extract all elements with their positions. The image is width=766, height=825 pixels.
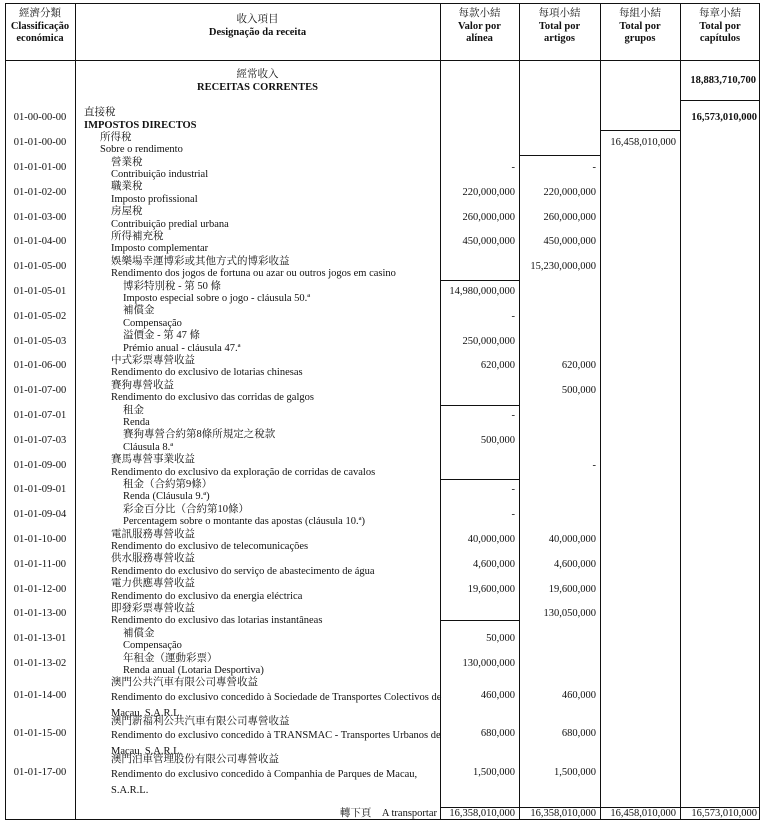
designation-pt: Prémio anual - cláusula 47.ª (123, 342, 241, 354)
header-pt: Total por (619, 20, 661, 32)
classification-code: 01-01-17-00 (13, 766, 67, 778)
designation-pt: Compensação (123, 640, 182, 652)
designation-pt: Contribuição industrial (111, 169, 209, 181)
header-pt: económica (16, 33, 64, 44)
classification-code: 01-01-09-00 (13, 459, 67, 471)
total-por-artigo: 1,500,000 (554, 766, 596, 778)
designation-pt: Rendimento do exclusivo das lotarias instantâneas (111, 615, 323, 627)
carry-forward-zh: 轉下頁 (339, 808, 372, 819)
designation (111, 231, 208, 256)
table-row (5, 528, 760, 553)
total-por-artigo: 680,000 (561, 728, 596, 740)
header-pt: capítulos (699, 33, 741, 44)
designation (123, 479, 212, 504)
designation-pt: Rendimento do exclusivo concedido à Sociedade de Transportes Colectivos de (111, 691, 442, 703)
header-alinea (440, 8, 519, 46)
designation-zh: 彩金百分比（合約第10條） (123, 503, 249, 515)
header-artigos (519, 8, 600, 46)
header-zh: 每章小結 (699, 8, 741, 19)
designation-pt: Rendimento do exclusivo das corridas de galgos (111, 392, 314, 404)
valor-por-alinea: - (511, 484, 515, 496)
total-por-artigo: 260,000,000 (543, 211, 596, 223)
designation-pt: IMPOSTOS DIRECTOS (84, 119, 197, 131)
table-row (5, 379, 760, 404)
header-designacao (75, 14, 440, 39)
classification-code: 01-01-09-01 (13, 484, 67, 496)
table-row (5, 180, 760, 205)
designation (123, 405, 150, 430)
designation (123, 281, 310, 306)
designation-zh: 賽狗專營合約第8條所規定之稅款 (123, 429, 276, 441)
total-por-artigo: 220,000,000 (543, 186, 596, 198)
table-row (5, 552, 760, 577)
table-row (5, 577, 760, 602)
classification-code: 01-01-00-00 (13, 137, 67, 149)
table-row (5, 304, 760, 329)
table-row (5, 404, 760, 429)
valor-por-alinea: 19,600,000 (467, 583, 515, 595)
designation-zh: 澳門泊車管理股份有限公司專營收益 (111, 754, 279, 766)
designation-zh: 電訊服務專營收益 (111, 528, 195, 540)
designation (123, 628, 182, 653)
classification-code: 01-01-05-02 (13, 310, 67, 322)
designation-pt: Sobre o rendimento (100, 144, 183, 156)
header-divider (5, 60, 760, 61)
table-row (5, 478, 760, 503)
header-classificacao (5, 8, 75, 46)
classification-code: 01-01-15-00 (13, 728, 67, 740)
header-zh: 每款小結 (458, 8, 501, 19)
designation-pt: Rendimento do exclusivo de lotarias chinesas (111, 367, 303, 379)
designation-pt: Imposto profissional (111, 193, 198, 205)
classification-code: 01-01-05-03 (13, 335, 67, 347)
designation-zh: 補償金 (123, 305, 155, 317)
classification-code: 01-00-00-00 (13, 112, 67, 124)
valor-por-alinea: - (511, 509, 515, 521)
valor-por-alinea: 220,000,000 (462, 186, 515, 198)
classification-code: 01-01-11-00 (13, 558, 67, 570)
total-por-grupo: 16,458,010,000 (610, 137, 676, 149)
header-pt: artigos (544, 33, 575, 44)
designation-zh: 供水服務專營收益 (111, 553, 195, 565)
classification-code: 01-01-09-04 (13, 509, 67, 521)
valor-por-alinea: 260,000,000 (462, 211, 515, 223)
designation-pt: Macau, S.A.R.L. (111, 746, 183, 758)
designation-zh: 娛樂場幸運博彩或其他方式的博彩收益 (111, 255, 290, 267)
table-body (5, 106, 760, 796)
valor-por-alinea: 4,600,000 (473, 558, 515, 570)
table-row (5, 280, 760, 305)
table-row (5, 329, 760, 354)
designation (111, 256, 396, 281)
designation (111, 355, 303, 380)
header-pt: Designação da receita (208, 26, 307, 38)
header-pt: alínea (466, 33, 493, 44)
designation-zh: 直接稅 (84, 107, 116, 118)
total-por-artigo: 500,000 (561, 385, 596, 397)
valor-por-alinea: 500,000 (480, 434, 515, 446)
classification-code: 01-01-07-01 (13, 409, 67, 421)
designation (111, 603, 322, 628)
designation-zh: 補償金 (123, 627, 155, 639)
designation-pt: Renda (Cláusula 9.ª) (123, 491, 210, 503)
table-row (5, 205, 760, 230)
total-por-capitulo: 16,573,010,000 (691, 112, 757, 124)
designation (111, 206, 229, 231)
table-row (5, 255, 760, 280)
designation-pt: Rendimento do exclusivo da exploração de corridas de cavalos (111, 466, 376, 478)
table-row (5, 652, 760, 677)
header-pt: Classificação (10, 20, 70, 32)
designation-pt: Rendimento do exclusivo de telecomunicações (111, 541, 309, 553)
designation-zh: 電力供應專營收益 (111, 578, 195, 590)
designation-pt: Cláusula 8.ª (123, 441, 174, 453)
designation (111, 380, 314, 405)
table-row (5, 106, 760, 131)
total-por-artigo: - (592, 161, 596, 173)
table-row (5, 156, 760, 181)
valor-por-alinea: 680,000 (480, 728, 515, 740)
valor-por-alinea: 450,000,000 (462, 236, 515, 248)
header-zh: 經濟分類 (19, 8, 61, 19)
total-por-artigo: 19,600,000 (548, 583, 596, 595)
header-pt: Total por (699, 20, 741, 32)
designation-pt: Renda anual (Lotaria Desportiva) (123, 665, 264, 677)
designation-zh: 賽馬專營事業收益 (111, 454, 195, 466)
designation (111, 553, 375, 578)
designation-zh: 溢價金 - 第 47 條 (123, 330, 200, 342)
section-title-pt: RECEITAS CORRENTES (197, 81, 318, 93)
table-row (5, 453, 760, 478)
designation-pt: Rendimento do exclusivo concedido à Companhia de Parques de Macau, (111, 768, 418, 780)
classification-code: 01-01-07-03 (13, 434, 67, 446)
classification-code: 01-01-14-00 (13, 689, 67, 701)
designation-zh: 職業稅 (111, 181, 143, 193)
classification-code: 01-01-05-00 (13, 261, 67, 273)
classification-code: 01-01-01-00 (13, 161, 67, 173)
table-row (5, 354, 760, 379)
header-capitulos (680, 8, 760, 46)
valor-por-alinea: 1,500,000 (473, 766, 515, 778)
valor-por-alinea: 40,000,000 (467, 533, 515, 545)
valor-por-alinea: 14,980,000,000 (449, 285, 515, 297)
valor-por-alinea: 250,000,000 (462, 335, 515, 347)
designation (123, 504, 365, 529)
classification-code: 01-01-12-00 (13, 583, 67, 595)
designation-zh: 所得補充稅 (111, 230, 164, 242)
classification-code: 01-01-04-00 (13, 236, 67, 248)
box-line (680, 100, 760, 101)
valor-por-alinea: - (511, 310, 515, 322)
valor-por-alinea: 460,000 (480, 689, 515, 701)
table-row (5, 503, 760, 528)
designation-pt: Rendimento dos jogos de fortuna ou azar ou outros jogos em casino (111, 268, 396, 280)
valor-por-alinea: 620,000 (480, 360, 515, 372)
total-por-artigo: 130,050,000 (543, 608, 596, 620)
designation-pt: Imposto especial sobre o jogo - cláusula 50.ª (123, 293, 311, 305)
designation-pt: Percentagem sobre o montante das apostas (cláusula 10.ª) (123, 516, 365, 528)
designation-zh: 營業稅 (111, 156, 143, 168)
total-por-artigo: 4,600,000 (554, 558, 596, 570)
header-pt: Valor por (458, 20, 501, 32)
header-zh: 每項小結 (538, 8, 581, 19)
designation-pt: Imposto complementar (111, 243, 209, 255)
total-por-artigo: 450,000,000 (543, 236, 596, 248)
table-row (5, 753, 760, 796)
designation-pt: Renda (123, 417, 150, 429)
designation-pt: Rendimento do exclusivo concedido à TRANSMAC - Transportes Urbanos de (111, 730, 441, 742)
valor-por-alinea: - (511, 161, 515, 173)
classification-code: 01-01-06-00 (13, 360, 67, 372)
designation-zh: 年租金（運動彩票） (123, 652, 218, 664)
header-zh: 收入項目 (236, 14, 279, 25)
table-row (5, 627, 760, 652)
classification-code: 01-01-03-00 (13, 211, 67, 223)
header-zh: 每組小結 (619, 8, 661, 19)
designation-zh: 租金 (123, 404, 144, 416)
classification-code: 01-01-13-02 (13, 657, 67, 669)
designation-zh: 賽狗專營收益 (111, 379, 174, 391)
carry-forward-pt: A transportar (381, 808, 437, 819)
designation-pt: Macau, S.A.R.L. (111, 707, 183, 719)
header-pt: grupos (624, 33, 656, 44)
section-capitulo-total: 18,883,710,700 (690, 75, 756, 86)
classification-code: 01-01-13-00 (13, 608, 67, 620)
total-por-artigo: 620,000 (561, 360, 596, 372)
section-title-zh: 經常收入 (236, 69, 279, 80)
table-row (5, 230, 760, 255)
designation-zh: 澳門新福利公共汽車有限公司專營收益 (111, 715, 290, 727)
total-por-artigo: 460,000 (561, 689, 596, 701)
designation (100, 132, 183, 157)
footer-artigos-total: 16,358,010,000 (530, 808, 596, 819)
designation-zh: 澳門公共汽車有限公司專營收益 (111, 677, 258, 689)
table-row (5, 428, 760, 453)
table-row (5, 602, 760, 627)
designation-pt: S.A.R.L. (111, 784, 149, 796)
designation (123, 330, 241, 355)
classification-code: 01-01-02-00 (13, 186, 67, 198)
valor-por-alinea: 50,000 (486, 633, 515, 645)
classification-code: 01-01-05-01 (13, 285, 67, 297)
designation-pt: Contribuição predial urbana (111, 218, 229, 230)
designation-pt: Rendimento do exclusivo da energia eléctrica (111, 590, 303, 602)
table-row (5, 715, 760, 758)
header-pt: Total por (538, 20, 581, 32)
designation (111, 578, 302, 603)
total-por-artigo: 15,230,000,000 (530, 261, 596, 273)
designation (111, 181, 198, 206)
designation-zh: 中式彩票專營收益 (111, 354, 195, 366)
designation (123, 305, 182, 330)
table-row (5, 676, 760, 719)
valor-por-alinea: - (511, 409, 515, 421)
footer-capitulos-total: 16,573,010,000 (691, 808, 757, 819)
designation (84, 107, 197, 132)
designation (111, 754, 417, 799)
section-heading (75, 69, 440, 94)
designation-pt: Rendimento do exclusivo do serviço de abastecimento de água (111, 565, 375, 577)
designation-zh: 房屋稅 (111, 206, 143, 218)
designation-zh: 所得稅 (100, 131, 132, 143)
header-grupos (600, 8, 680, 46)
designation-pt: Compensação (123, 317, 182, 329)
designation (111, 529, 308, 554)
table-row (5, 131, 760, 156)
classification-code: 01-01-13-01 (13, 633, 67, 645)
total-por-artigo: 40,000,000 (548, 533, 596, 545)
designation-zh: 租金（合約第9條） (123, 478, 213, 490)
designation-zh: 博彩特別稅 - 第 50 條 (123, 280, 221, 292)
designation (123, 429, 275, 454)
carry-forward-label (300, 808, 437, 820)
designation (123, 653, 264, 678)
classification-code: 01-01-07-00 (13, 385, 67, 397)
classification-code: 01-01-10-00 (13, 533, 67, 545)
designation (111, 454, 375, 479)
footer-grupos-total: 16,458,010,000 (610, 808, 676, 819)
valor-por-alinea: 130,000,000 (462, 657, 515, 669)
total-por-artigo: - (592, 459, 596, 471)
footer-alinea-total: 16,358,010,000 (449, 808, 515, 819)
designation (111, 157, 208, 182)
designation-zh: 即發彩票專營收益 (111, 602, 195, 614)
